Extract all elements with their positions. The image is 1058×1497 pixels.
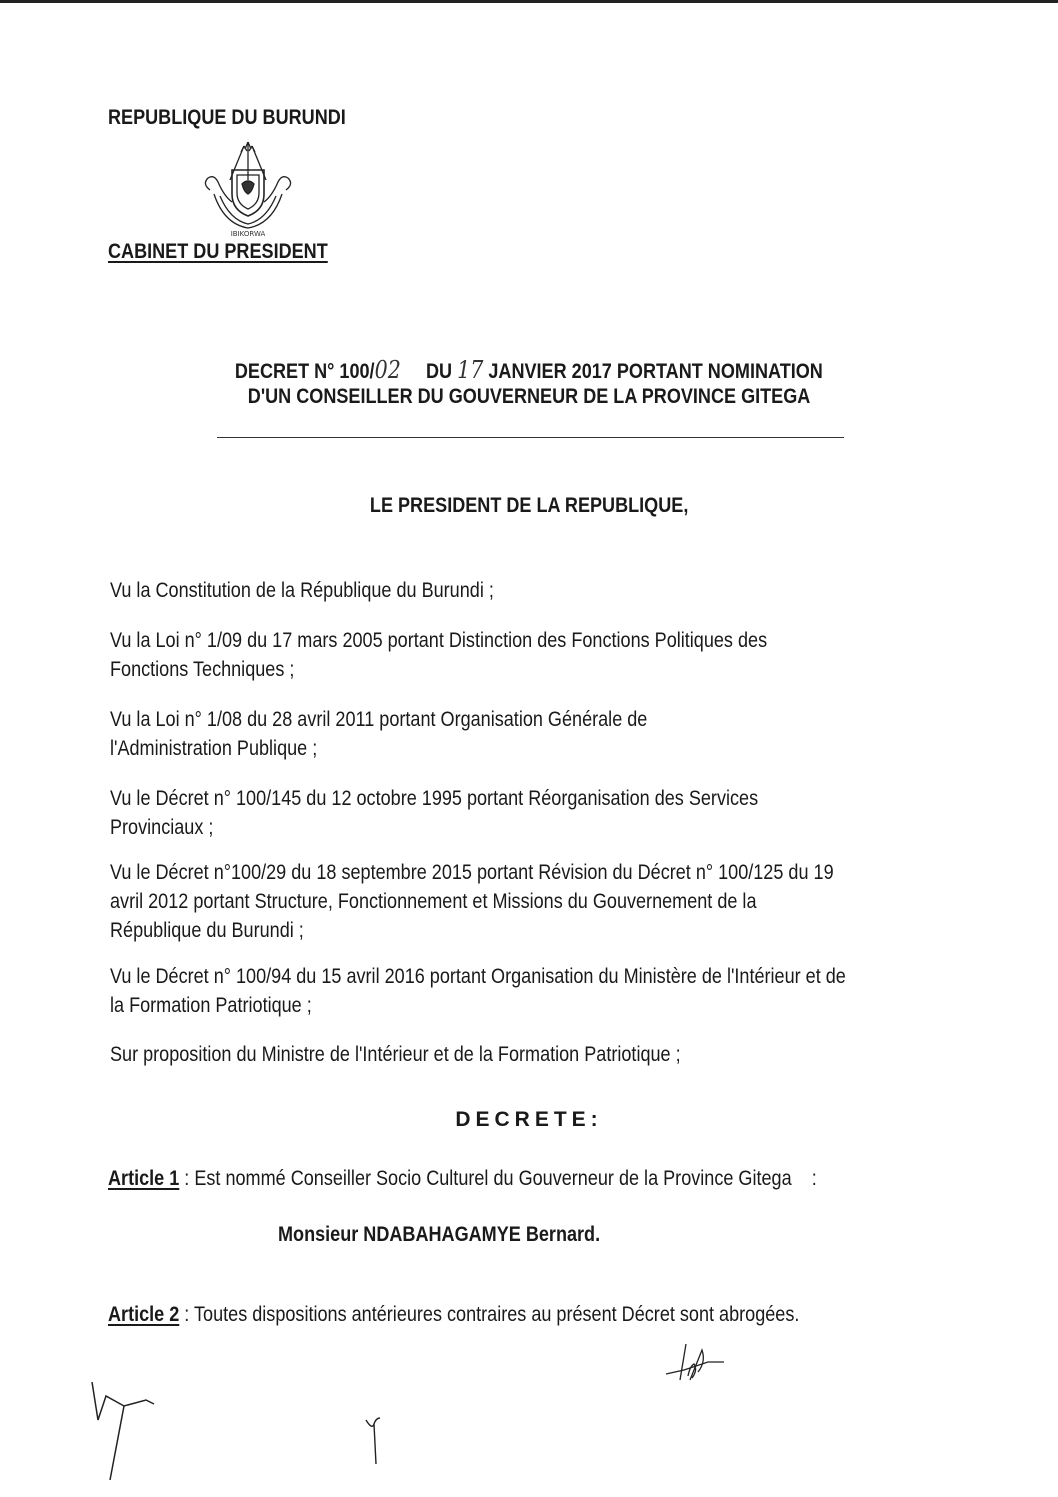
article-2-text: Toutes dispositions antérieures contraires au présent Décret sont abrogées. (194, 1303, 800, 1326)
initials-signature-middle-icon (360, 1414, 390, 1474)
consideration-4: Vu le Décret n° 100/145 du 12 octobre 1995 portant Réorganisation des Services Provinciaux ; (110, 787, 759, 839)
article-1: Article 1 : Est nommé Conseiller Socio Culturel du Gouverneur de la Province Gitega : (108, 1167, 817, 1190)
consideration-7: Sur proposition du Ministre de l'Intérieur et de la Formation Patriotique ; (110, 1043, 681, 1066)
decree-title-line-1 (0, 356, 1058, 384)
issuer-heading: LE PRESIDENT DE LA REPUBLIQUE, (369, 494, 689, 517)
article-1-label: Article 1 (108, 1167, 180, 1190)
decrete-heading: DECRETE: (455, 1108, 603, 1131)
initials-signature-right-icon (660, 1340, 730, 1390)
title-divider (217, 437, 844, 438)
scan-edge (0, 0, 1058, 3)
article-1-text: Est nommé Conseiller Socio Culturel du Gouverneur de la Province Gitega (194, 1167, 792, 1190)
svg-text:IBIKORWA: IBIKORWA (230, 230, 266, 238)
article-1-nominee: Monsieur NDABAHAGAMYE Bernard. (278, 1223, 601, 1246)
title-rest: JANVIER 2017 PORTANT NOMINATION (488, 360, 823, 383)
consideration-1: Vu la Constitution de la République du Burundi ; (110, 579, 494, 602)
article-2: Article 2 : Toutes dispositions antérieures contraires au présent Décret sont abrogées. (108, 1303, 800, 1326)
consideration-3: Vu la Loi n° 1/08 du 28 avril 2011 portant Organisation Générale de l'Administration Publique ; (110, 708, 648, 760)
consideration-2: Vu la Loi n° 1/09 du 17 mars 2005 portant Distinction des Fonctions Politiques des Fonctions Techniques ; (110, 629, 768, 681)
burundi-emblem-icon (200, 140, 296, 240)
initials-signature-left-icon (84, 1376, 164, 1486)
decree-day-handwritten: 17 (457, 356, 484, 384)
article-2-label: Article 2 (108, 1303, 180, 1326)
title-du: DU (426, 360, 453, 383)
cabinet-heading: CABINET DU PRESIDENT (108, 240, 328, 263)
consideration-6: Vu le Décret n° 100/94 du 15 avril 2016 portant Organisation du Ministère de l'Intérieur et de la Formation Patriotique ; (110, 965, 846, 1017)
decree-number-handwritten: 02 (374, 356, 401, 384)
title-prefix: DECRET N° 100/ (235, 360, 375, 383)
country-heading: REPUBLIQUE DU BURUNDI (108, 106, 346, 129)
decree-title-line-2: D'UN CONSEILLER DU GOUVERNEUR DE LA PROVINCE GITEGA (247, 385, 811, 408)
consideration-5: Vu le Décret n°100/29 du 18 septembre 2015 portant Révision du Décret n° 100/125 du 19 avril 2012 portant Structure, Fonctionnement et Missions du Gouvernement de la République du Burundi ; (110, 861, 834, 942)
